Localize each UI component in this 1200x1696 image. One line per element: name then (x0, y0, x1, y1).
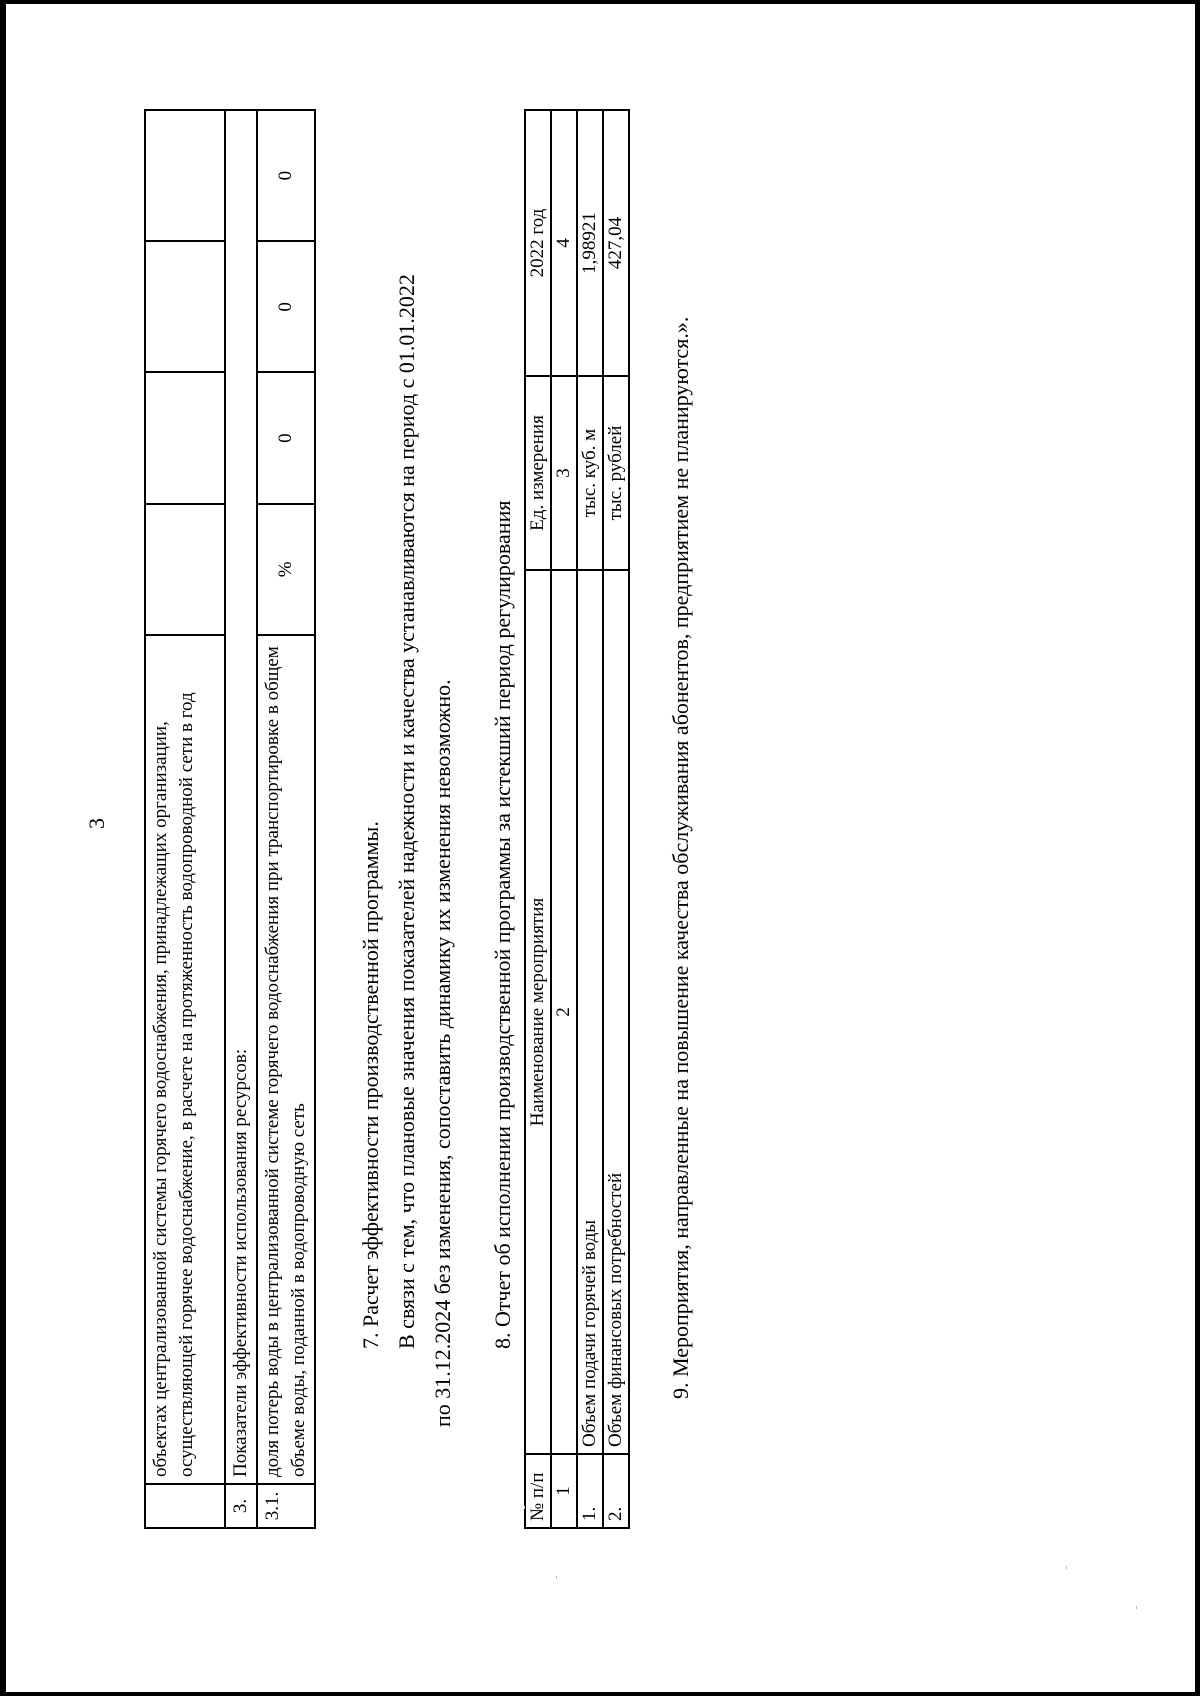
col-number-4: 4 (551, 110, 577, 376)
row-value-2: 0 (257, 241, 315, 372)
row-number (145, 1484, 225, 1528)
row-unit (145, 504, 225, 635)
header-name: Наименование мероприятия (525, 570, 551, 1454)
table-row (145, 110, 225, 1528)
row-unit: тыс. куб. м (577, 376, 603, 570)
row-value: 1,98921 (577, 110, 603, 376)
table-column-numbers-row (551, 110, 577, 1528)
header-year: 2022 год (525, 110, 551, 376)
table-row (257, 110, 315, 1528)
col-number-3: 3 (551, 376, 577, 570)
row-unit: тыс. рублей (603, 376, 629, 570)
row-number: 3. (225, 1484, 257, 1528)
section-7-heading: 7. Расчет эффективности производственной программы. (358, 821, 383, 1349)
row-name: Показатели эффективности использования ресурсов: (225, 110, 257, 1484)
row-value-1 (145, 372, 225, 503)
scan-speck (524, 1506, 525, 1509)
row-value: 427,04 (603, 110, 629, 376)
row-value-1: 0 (257, 372, 315, 503)
row-name: объектах централизованной системы горячего водоснабжения, принадлежащих организации, осуществляющей горячее водоснабжение, в расчете на протяженность водопроводной сети в год (145, 635, 225, 1484)
header-number: № п/п (525, 1454, 551, 1528)
indicators-table (144, 109, 316, 1529)
table-header-row (525, 110, 551, 1528)
scan-speck (1066, 1566, 1067, 1569)
header-unit: Ед. измерения (525, 376, 551, 570)
row-name: Объем финансовых потребностей (603, 570, 629, 1454)
row-number: 3.1. (257, 1484, 315, 1528)
scan-speck (1136, 1606, 1137, 1609)
page-number: 3 (84, 818, 109, 829)
rotated-content (6, 9, 1195, 1689)
table-row (577, 110, 603, 1528)
row-number: 1. (577, 1454, 603, 1528)
table-row (603, 110, 629, 1528)
row-name: Объем подачи горячей воды (577, 570, 603, 1454)
section-9-text: 9. Мероприятия, направленные на повышение качества обслуживания абонентов, предприятием не планируются.». (668, 316, 693, 1399)
section-8-heading: 8. Отчет об исполнении производственной программы за истекший период регулирования (490, 500, 515, 1349)
row-value-2 (145, 241, 225, 372)
scan-speck (556, 1576, 557, 1579)
section-7-line-2: по 31.12.2024 без изменения, сопоставить динамику их изменения невозможно. (430, 679, 455, 1427)
col-number-1: 1 (551, 1454, 577, 1528)
row-value-3 (145, 110, 225, 241)
table-row (225, 110, 257, 1528)
row-unit: % (257, 504, 315, 635)
document-page (6, 4, 1195, 1692)
row-value-3: 0 (257, 110, 315, 241)
report-table (524, 109, 630, 1529)
row-name: доля потерь воды в централизованной системе горячего водоснабжения при транспортировке в общем объеме воды, поданной в водопроводную сеть (257, 635, 315, 1484)
row-number: 2. (603, 1454, 629, 1528)
section-7-line-1: В связи с тем, что плановые значения показателей надежности и качества устанавливаются на период с 01.01.2022 (394, 274, 419, 1349)
col-number-2: 2 (551, 570, 577, 1454)
